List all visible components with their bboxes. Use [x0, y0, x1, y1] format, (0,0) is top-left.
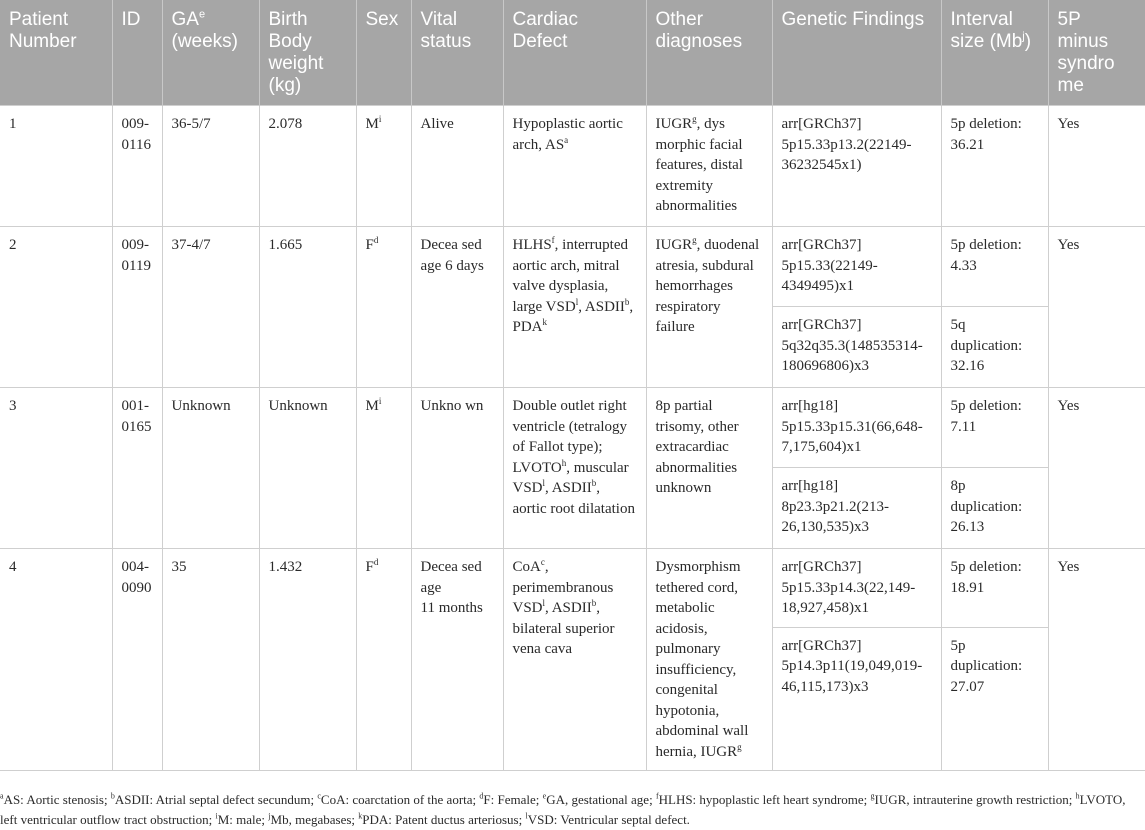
cell-ga: 36-5/7 — [162, 106, 259, 227]
cardiac-text: , muscular VSD — [512, 459, 629, 496]
header-cardiac-defect: Cardiac Defect — [503, 0, 646, 106]
cell-vital-status — [411, 549, 503, 771]
footnote-marker: e — [542, 791, 547, 801]
cell-other-diagnoses: 8p partial trisomy, other extracardiac abnormalities unknown — [646, 388, 772, 549]
cell-interval-size: 5p deletion: 7.11 — [941, 388, 1048, 468]
cell-syndrome: Yes — [1048, 388, 1145, 549]
footnote-text: CoA: coarctation of the aorta; — [320, 792, 480, 807]
table-footnote — [0, 790, 1140, 830]
cell-interval-size: 8p duplication: 26.13 — [941, 468, 1048, 549]
cell-genetic-findings: arr[GRCh37] 5p14.3p11(19,049,019-46,115,173)x3 — [772, 627, 941, 770]
header-ga-unit: (weeks) — [171, 31, 239, 52]
footnote-marker: f — [551, 235, 555, 245]
cell-ga: Unknown — [162, 388, 259, 549]
cell-vital-status: Unkno wn — [411, 388, 503, 549]
cell-genetic-findings: arr[hg18] 8p23.3p21.2(213-26,130,535)x3 — [772, 468, 941, 549]
footnote-text: Mb, megabases; — [270, 812, 359, 827]
footnote-marker: i — [378, 396, 382, 406]
cell-weight: 1.665 — [259, 227, 356, 388]
cell-id: 001-0165 — [112, 388, 162, 549]
footnote-marker: j — [268, 811, 271, 821]
header-patient-number: Patient Number — [0, 0, 112, 106]
cell-syndrome: Yes — [1048, 106, 1145, 227]
cardiac-text: Double outlet right ventricle (tetralogy of Fallot type); LVOTO — [512, 398, 628, 476]
footnote-marker: d — [373, 235, 379, 245]
table-row — [0, 388, 1145, 468]
header-ga — [162, 0, 259, 106]
footnote-marker: j — [1022, 30, 1025, 43]
footnote-marker: g — [692, 114, 697, 124]
cell-vital-status: Decea sed age 6 days — [411, 227, 503, 388]
footnote-marker: h — [561, 457, 567, 468]
cell-interval-size: 5p duplication: 27.07 — [941, 627, 1048, 770]
sex-value: F — [365, 237, 374, 253]
footnote-marker: k — [542, 317, 548, 327]
footnote-marker: l — [575, 296, 579, 307]
footnote-marker: d — [479, 791, 484, 801]
footnote-text: GA, gestational age; — [546, 792, 656, 807]
table-body — [0, 106, 1145, 771]
cardiac-text: , perimembranous VSD — [512, 559, 614, 616]
cell-weight: Unknown — [259, 388, 356, 549]
cell-weight: 1.432 — [259, 549, 356, 771]
cell-interval-size: 5p deletion: 36.21 — [941, 106, 1048, 227]
table-row — [0, 106, 1145, 227]
table-row — [0, 227, 1145, 307]
footnote-marker: g — [737, 741, 742, 752]
header-vital-status: Vital status — [411, 0, 503, 106]
header-interval-label: Interval size (Mb — [950, 9, 1023, 52]
cell-id: 009-0119 — [112, 227, 162, 388]
cell-ga: 37-4/7 — [162, 227, 259, 388]
footnote-marker: b — [591, 478, 597, 488]
cardiac-text: HLHS — [512, 237, 552, 253]
header-row — [0, 0, 1145, 106]
cell-genetic-findings: arr[GRCh37] 5q32q35.3(148535314-180696806)x3 — [772, 307, 941, 388]
footnote-marker: k — [358, 811, 363, 821]
footnote-marker: c — [317, 791, 321, 801]
header-other-diagnoses: Other diagnoses — [646, 0, 772, 106]
vital-text: 11 months — [420, 600, 483, 616]
footnote-text: AS: Aortic stenosis; — [3, 792, 111, 807]
cardiac-text: , aortic root dilatation — [512, 480, 635, 517]
footnote-text: PDA: Patent ductus arteriosus; — [362, 812, 526, 827]
cell-cardiac-defect — [503, 106, 646, 227]
footnote-marker: b — [110, 791, 115, 801]
cell-id: 009-0116 — [112, 106, 162, 227]
cell-syndrome: Yes — [1048, 227, 1145, 388]
footnote-marker: i — [378, 114, 382, 124]
footnote-marker: l — [542, 598, 546, 608]
footnote-marker: b — [624, 296, 630, 307]
footnote-marker: b — [591, 598, 597, 608]
footnote-marker: i — [215, 811, 218, 821]
footnote-marker: l — [542, 478, 546, 488]
sex-value: M — [365, 116, 379, 132]
cell-other-diagnoses — [646, 106, 772, 227]
cardiac-text: CoA — [512, 559, 541, 575]
cell-patient-number: 3 — [0, 388, 112, 549]
cell-sex — [356, 549, 411, 771]
cell-patient-number: 2 — [0, 227, 112, 388]
footnote-text: LVOTO, left ventricular outflow tract obstruction; — [0, 792, 1126, 827]
footnote-marker: l — [525, 811, 528, 821]
footnote-marker: g — [870, 791, 875, 801]
cell-cardiac-defect — [503, 549, 646, 771]
cardiac-text: , interrupted aortic arch, mitral valve dysplasia, large VSD — [512, 237, 628, 315]
cell-id: 004-0090 — [112, 549, 162, 771]
footnote-marker: c — [540, 557, 545, 567]
cell-sex — [356, 388, 411, 549]
cell-patient-number: 4 — [0, 549, 112, 771]
other-text: , dys morphic facial features, distal extremity abnormalities — [655, 116, 743, 214]
footnote-text: VSD: Ventricular septal defect. — [527, 812, 690, 827]
other-text: IUGR — [655, 116, 693, 132]
cell-other-diagnoses — [646, 549, 772, 771]
cell-cardiac-defect — [503, 388, 646, 549]
cardiac-text: , ASDII — [545, 600, 592, 616]
footnote-text: HLHS: hypoplastic left heart syndrome; — [658, 792, 871, 807]
cell-genetic-findings: arr[GRCh37] 5p15.33(22149-4349495)x1 — [772, 227, 941, 307]
cell-weight: 2.078 — [259, 106, 356, 227]
footnote-text: IUGR, intrauterine growth restriction; — [874, 792, 1076, 807]
header-birth-weight: Birth Body weight (kg) — [259, 0, 356, 106]
footnote-marker: a — [0, 791, 4, 801]
cardiac-text: , PDA — [512, 298, 634, 335]
header-genetic-findings: Genetic Findings — [772, 0, 941, 106]
footnote-marker: f — [655, 791, 659, 801]
footnote-marker: e — [198, 8, 206, 21]
table-row — [0, 549, 1145, 628]
footnote-text: ASDII: Atrial septal defect secundum; — [114, 792, 318, 807]
other-text: IUGR — [655, 237, 693, 253]
cell-sex — [356, 227, 411, 388]
header-ga-label: GA — [171, 9, 199, 30]
cell-genetic-findings: arr[GRCh37] 5p15.33p14.3(22,149-18,927,458)x1 — [772, 549, 941, 628]
cell-interval-size: 5p deletion: 18.91 — [941, 549, 1048, 628]
footnote-marker: g — [692, 235, 697, 245]
cell-syndrome: Yes — [1048, 549, 1145, 771]
header-interval-size — [941, 0, 1048, 106]
cell-cardiac-defect — [503, 227, 646, 388]
header-interval-close: ) — [1024, 31, 1032, 52]
table-header — [0, 0, 1145, 106]
footnote-text: M: male; — [217, 812, 269, 827]
footnote-marker: a — [564, 134, 569, 145]
cell-vital-status: Alive — [411, 106, 503, 227]
cell-genetic-findings: arr[hg18] 5p15.33p15.31(66,648-7,175,604)x1 — [772, 388, 941, 468]
cell-interval-size: 5p deletion: 4.33 — [941, 227, 1048, 307]
cell-sex — [356, 106, 411, 227]
cardiac-text: , ASDII — [578, 298, 625, 315]
footnote-marker: d — [373, 557, 379, 567]
sex-value: F — [365, 559, 374, 575]
header-syndrome: 5P minus syndro me — [1048, 0, 1145, 106]
cell-patient-number: 1 — [0, 106, 112, 227]
other-text: , duodenal atresia, subdural hemorrhages respiratory failure — [655, 237, 760, 335]
header-id: ID — [112, 0, 162, 106]
cell-genetic-findings: arr[GRCh37] 5p15.33p13.2(22149-36232545x1) — [772, 106, 941, 227]
cell-ga: 35 — [162, 549, 259, 771]
cell-other-diagnoses — [646, 227, 772, 388]
cardiac-text: , bilateral superior vena cava — [512, 600, 615, 657]
cardiac-text: Hypoplastic aortic arch, AS — [512, 116, 623, 153]
footnote-marker: h — [1075, 791, 1080, 801]
sex-value: M — [365, 398, 379, 414]
cardiac-text: , ASDII — [545, 480, 592, 496]
footnote-text: F: Female; — [483, 792, 543, 807]
header-sex: Sex — [356, 0, 411, 106]
vital-text: Decea sed age — [420, 559, 482, 596]
cell-interval-size: 5q duplication: 32.16 — [941, 307, 1048, 388]
other-text: Dysmorphism tethered cord, metabolic acidosis, pulmonary insufficiency, congenital hypotonia, abdominal wall hernia, IUGR — [655, 559, 749, 760]
